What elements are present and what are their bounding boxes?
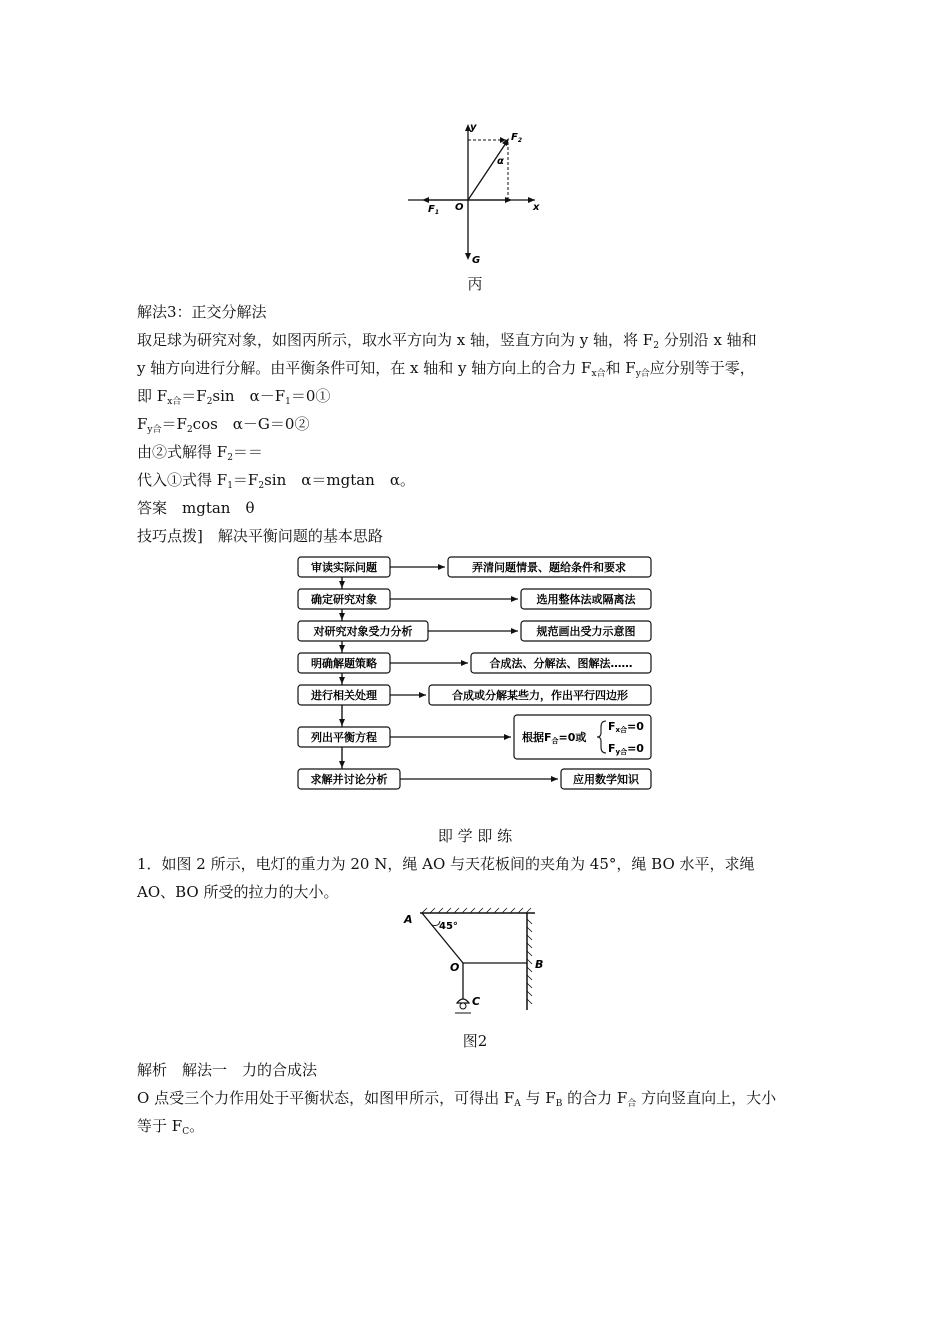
flow-result-2-text: 选用整体法或隔离法 xyxy=(536,593,636,606)
f2-label: $F_2$ xyxy=(511,132,523,144)
solution-heading: 解析 解法一 力的合成法 xyxy=(137,1061,318,1079)
practice-heading: 即 学 即 练 xyxy=(437,827,513,845)
figure-2-lamp-diagram xyxy=(395,905,565,1030)
flow-step-2-text: 确定研究对象 xyxy=(311,593,377,606)
equation-3: 由②式解得 $F_2==$ xyxy=(137,443,263,463)
flow-condition-y: Fy合=0 xyxy=(608,742,644,756)
flow-step-1-text: 审读实际问题 xyxy=(311,561,377,574)
flow-condition-x: Fx合=0 xyxy=(608,720,644,734)
flow-condition-text: 根据F合=0或 xyxy=(522,731,587,745)
figure-bing-caption: 丙 xyxy=(467,275,483,293)
method3-paragraph-line1: 取足球为研究对象，如图丙所示，取水平方向为 x 轴，竖直方向为 y 轴，将 $F_2$ 分别沿 x 轴和 xyxy=(137,331,757,351)
flow-result-3-text: 规范画出受力示意图 xyxy=(536,625,636,638)
flow-result-1-text: 弄清问题情景、题给条件和要求 xyxy=(472,561,626,574)
flow-step-5-text: 进行相关处理 xyxy=(311,689,377,702)
solution-line-1: O 点受三个力作用处于平衡状态，如图甲所示，可得出 $F_A$ 与 $F_B$ 的合力 $F_合$ 方向竖直向上，大小 xyxy=(137,1089,777,1109)
flow-result-6-text: 应用数学知识 xyxy=(573,773,639,786)
method3-title: 解法3：正交分解法 xyxy=(137,303,267,321)
angle-label: 45° xyxy=(439,921,458,932)
flow-result-4-text: 合成法、分解法、图解法…… xyxy=(489,657,633,670)
figure-bing-force-diagram xyxy=(400,118,550,268)
equation-2: $F_{y合}=F_2\cos$ α－G＝0② xyxy=(137,415,310,435)
origin-label: O xyxy=(455,202,464,213)
question-1-line2: AO、BO 所受的拉力的大小。 xyxy=(137,883,339,901)
f1-label: $F_1$ xyxy=(428,204,440,216)
g-label: G xyxy=(472,255,481,266)
point-b-label: B xyxy=(535,958,544,971)
flow-step-3-text: 对研究对象受力分析 xyxy=(313,625,413,638)
alpha-label: α xyxy=(497,156,504,167)
equilibrium-flowchart xyxy=(290,553,665,793)
x-axis-label: x xyxy=(533,202,540,213)
flow-step-6-text: 列出平衡方程 xyxy=(311,731,377,744)
figure-2-caption: 图2 xyxy=(462,1032,488,1050)
answer: 答案 mgtan θ xyxy=(137,499,255,517)
method3-paragraph-line2: y 轴方向进行分解。由平衡条件可知，在 x 轴和 y 轴方向上的合力 $F_{x合}$和 $F_{y合}$应分别等于零， xyxy=(137,359,755,379)
equation-1: 即 $F_{x合}=F_2\sin$ $\alpha-F_1=0①$ xyxy=(137,387,331,407)
tip-heading: 技巧点拨] 解决平衡问题的基本思路 xyxy=(137,527,383,545)
flow-step-4-text: 明确解题策略 xyxy=(311,657,377,670)
point-o-label: O xyxy=(450,961,460,974)
y-axis-label: y xyxy=(470,122,477,133)
flow-step-7-text: 求解并讨论分析 xyxy=(310,773,388,786)
point-a-label: A xyxy=(404,913,413,926)
question-1-line1: 1．如图 2 所示，电灯的重力为 20 N，绳 AO 与天花板间的夹角为 45°，绳 BO 水平，求绳 xyxy=(137,855,755,873)
equation-4: 代入①式得 $F_1=F_2\sin$ α＝mgtan α。 xyxy=(137,471,415,491)
point-c-label: C xyxy=(472,995,481,1008)
solution-line-2: 等于 $F_C$。 xyxy=(137,1117,205,1137)
flow-result-5-text: 合成或分解某些力，作出平行四边形 xyxy=(452,689,628,702)
